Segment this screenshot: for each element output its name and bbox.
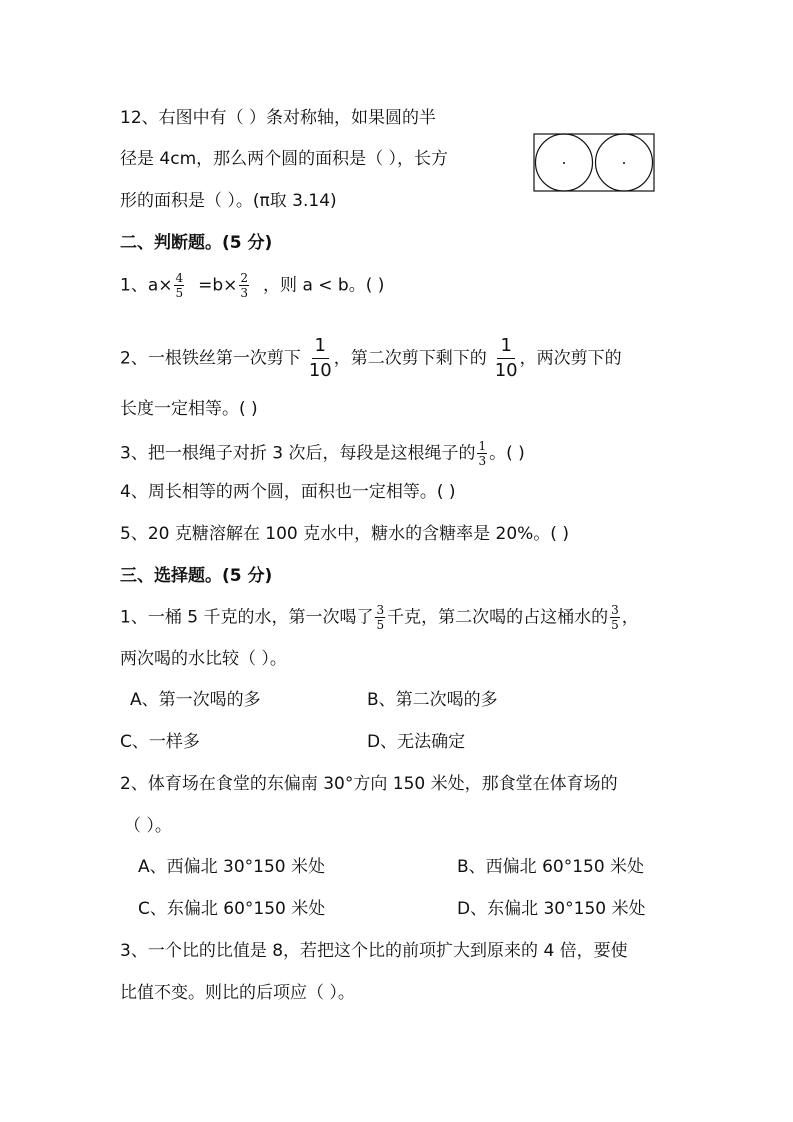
choice-q2-option-c: C、东偏北 60°150 米处	[138, 899, 326, 919]
fraction: $\frac{1}{10}$	[494, 335, 518, 381]
fraction: $\frac{1}{10}$	[308, 335, 332, 381]
q12-line-3: 形的面积是（ ）。(π取 3.14)	[120, 191, 337, 211]
judge-q4: 4、周长相等的两个圆，面积也一定相等。( )	[120, 482, 456, 502]
judge-q2-line-2: 长度一定相等。( )	[120, 399, 258, 419]
choice-q1-option-c: C、一样多	[120, 732, 200, 752]
choice-q3-line-1: 3、一个比的比值是 8，若把这个比的前项扩大到原来的 4 倍，要使	[120, 941, 628, 961]
fraction: $\frac{1}{3}$	[478, 439, 487, 468]
choice-q1-option-d: D、无法确定	[367, 732, 466, 752]
judge-q1: 1、a× $\frac{4}{5}$ =b× $\frac{2}{3}$ ，则 a < b。( )	[120, 271, 385, 300]
judge-q3: 3、把一根绳子对折 3 次后，每段是这根绳子的 $\frac{1}{3}$ 。( )	[120, 439, 525, 468]
fraction: $\frac{2}{3}$	[240, 271, 249, 300]
choice-q1-line-2: 两次喝的水比较（ ）。	[120, 649, 287, 669]
q12-line-2: 径是 4cm，那么两个圆的面积是（ ），长方	[120, 149, 449, 169]
choice-q2-line-2: （ ）。	[124, 816, 172, 836]
fraction: $\frac{3}{5}$	[611, 603, 619, 632]
choice-q1-option-a: A、第一次喝的多	[130, 690, 261, 710]
fraction: $\frac{4}{5}$	[175, 271, 184, 300]
judge-q5: 5、20 克糖溶解在 100 克水中，糖水的含糖率是 20%。( )	[120, 524, 569, 544]
choice-heading: 三、选择题。(5 分)	[120, 566, 273, 586]
choice-q2-option-a: A、西偏北 30°150 米处	[138, 857, 326, 877]
rectangle-two-circles-figure	[533, 133, 655, 193]
left-center-dot	[563, 162, 565, 164]
judge-q2: 2、一根铁丝第一次剪下 $\frac{1}{10}$ ，第二次剪下剩下的 $\frac{1}{10}$ ，两次剪下的	[120, 335, 622, 381]
q12-line-1: 12、右图中有（ ）条对称轴，如果圆的半	[120, 108, 437, 128]
judge-q1-pre: 1、a×	[120, 275, 173, 296]
fraction: $\frac{3}{5}$	[376, 603, 385, 632]
choice-q2-option-d: D、东偏北 30°150 米处	[457, 899, 646, 919]
choice-q2-line-1: 2、体育场在食堂的东偏南 30°方向 150 米处，那食堂在体育场的	[120, 774, 618, 794]
choice-q3-line-2: 比值不变。则比的后项应（ ）。	[120, 983, 355, 1003]
choice-q1: 1、一桶 5 千克的水，第一次喝了 $\frac{3}{5}$ 千克，第二次喝的占这桶水的 $\frac{3}{5}$ ，	[120, 603, 639, 632]
judge-heading: 二、判断题。(5 分)	[120, 233, 273, 253]
choice-q2-option-b: B、西偏北 60°150 米处	[457, 857, 645, 877]
choice-q1-option-b: B、第二次喝的多	[367, 690, 498, 710]
right-center-dot	[623, 162, 625, 164]
